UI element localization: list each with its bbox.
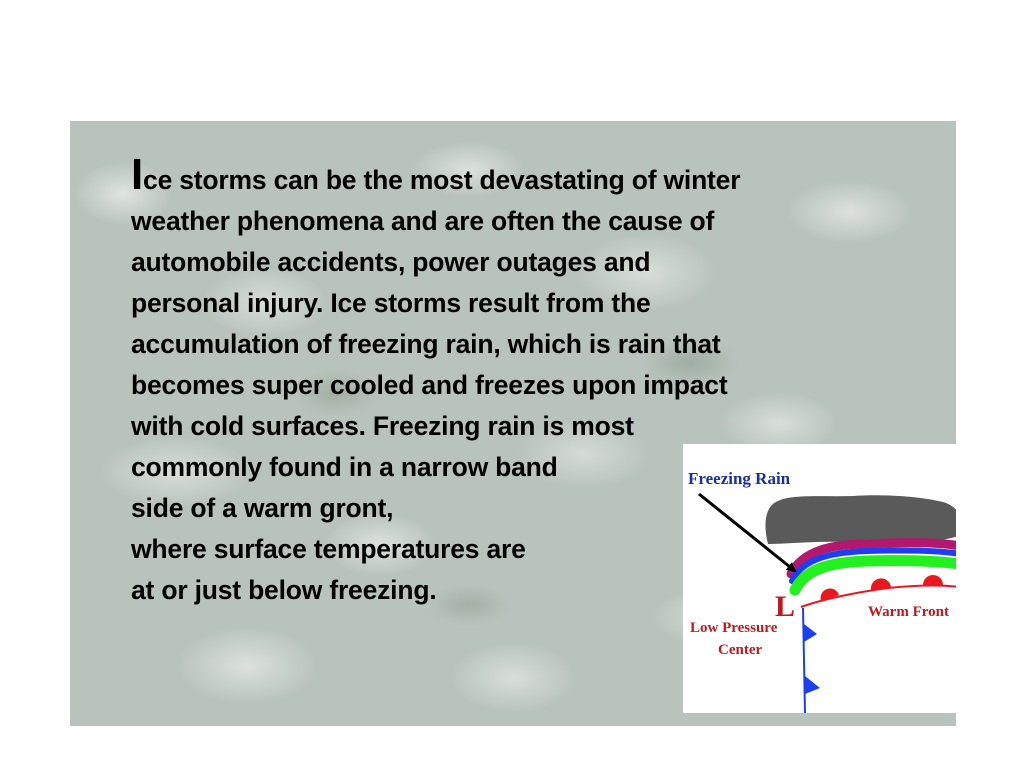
cold-front-line	[803, 608, 805, 713]
warm-front-bump-3	[923, 575, 943, 585]
low-pressure-label-line1: Low Pressure	[690, 620, 778, 636]
cloud-shape	[765, 495, 956, 544]
warm-front-svg	[683, 444, 956, 713]
freezing-rain-label: Freezing Rain	[688, 469, 791, 488]
warm-front-diagram	[683, 444, 956, 713]
cold-front-triangle-2	[805, 676, 820, 694]
drop-cap: I	[131, 150, 144, 199]
paragraph-text: ce storms can be the most devastating of winter weather phenomena and are often the cause of automobile accidents, power outages and personal injury. Ice storms result from the accumulation of freezing rain, which is rain that becomes super cooled and freezes upon impact with cold surfaces. Freezing rain is most commonly found in a narrow band side of a warm gront, where surface temperatures are at or just below freezing.	[131, 165, 741, 605]
cold-front-triangle-1	[804, 624, 817, 642]
low-pressure-marker: L	[775, 590, 796, 623]
warm-front-label: Warm Front	[868, 604, 949, 620]
low-pressure-label-line2: Center	[718, 642, 763, 658]
